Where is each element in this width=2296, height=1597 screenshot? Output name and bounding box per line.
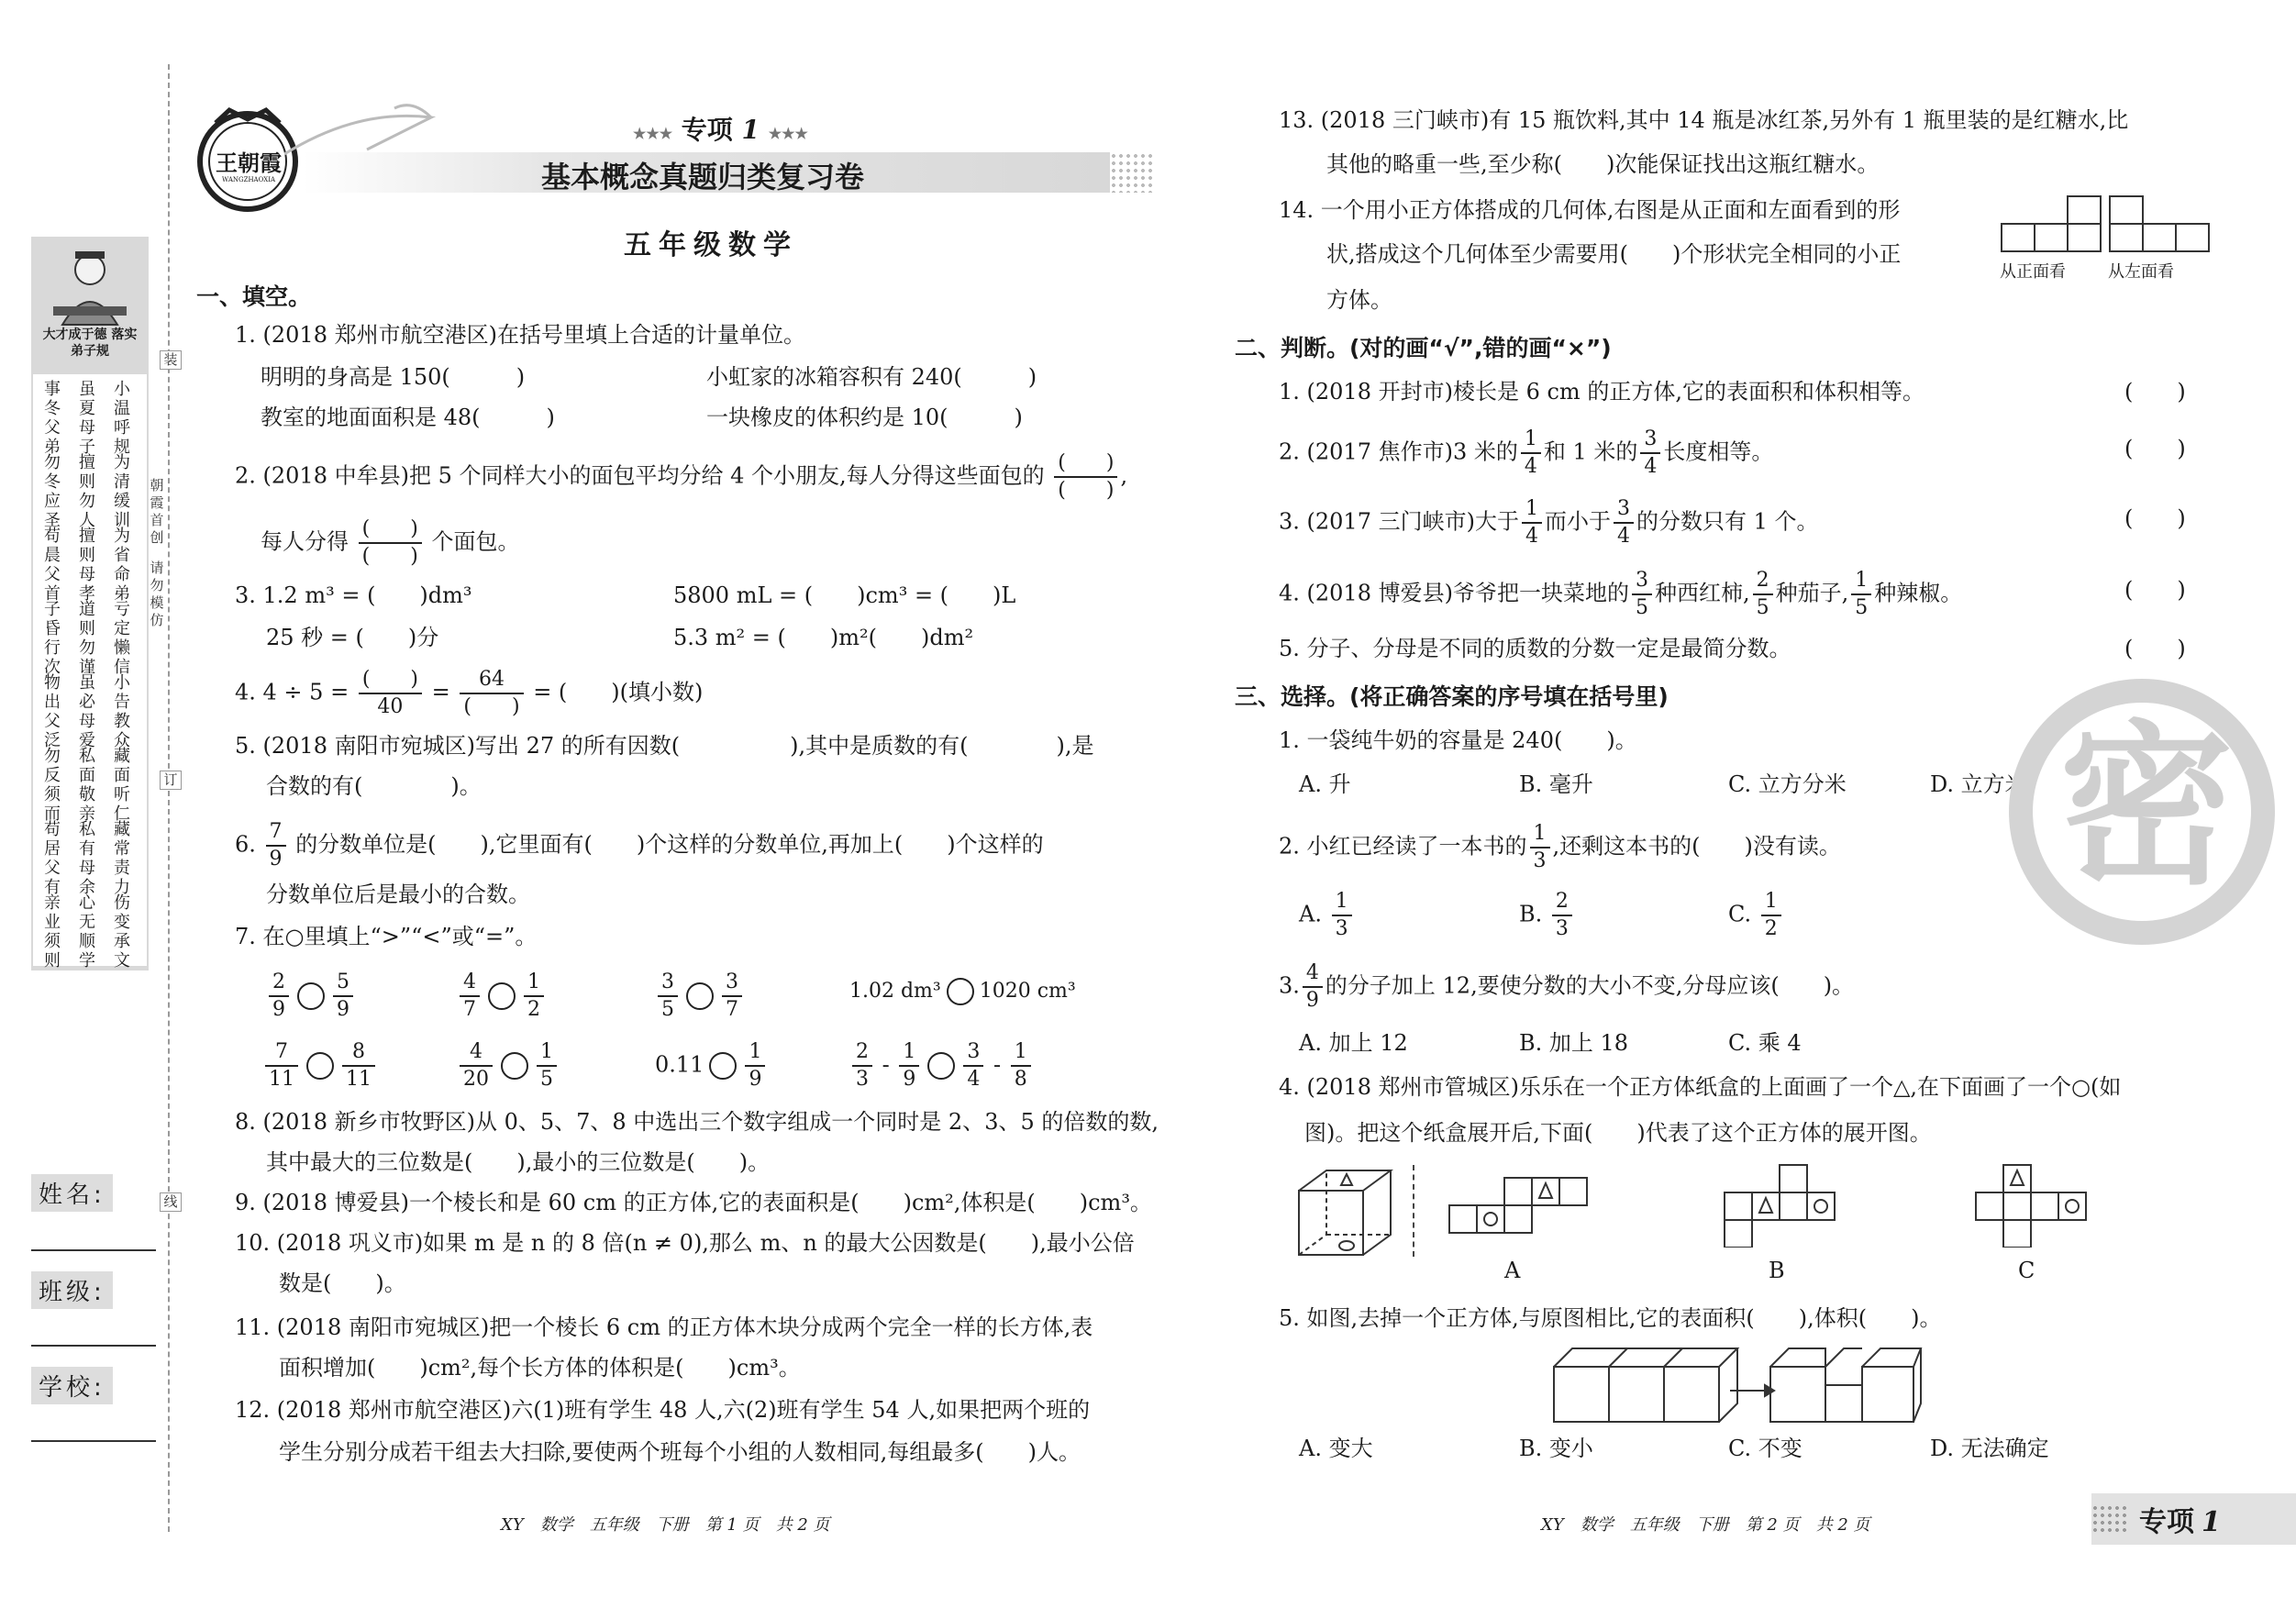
cube-figure	[1295, 1167, 1396, 1262]
q10-a: 10. (2018 巩义市)如果 m 是 n 的 8 倍(n ≠ 0),那么 m、n 的最大公因数是( ),最小公倍	[235, 1230, 1135, 1256]
poem-column: 勿冬应圣	[44, 453, 61, 530]
side-note-1: 朝霞首创	[150, 477, 164, 546]
q12-a: 12. (2018 郑州市航空港区)六(1)班有学生 48 人,六(2)班有学生 54 人,如果把两个班的	[235, 1397, 1091, 1423]
class-label: 班级:	[31, 1271, 113, 1309]
q7-r2c3: 0.11 $\frac{1}{9}$	[655, 1042, 768, 1090]
front-view-label: 从正面看	[2000, 262, 2066, 282]
series-text: 专项	[681, 115, 733, 145]
poem-column: 亲业须则	[44, 893, 61, 970]
q8-a: 8. (2018 新乡市牧野区)从 0、5、7、8 中选出三个数字组成一个同时是 2、3、5 的倍数的数,	[235, 1109, 1159, 1135]
school-line	[31, 1440, 156, 1442]
brand-name: 王朝霞	[216, 150, 282, 176]
q13-b: 其他的略重一些,至少称( )次能保证找出这瓶红糖水。	[1326, 151, 1880, 177]
compare-circle[interactable]	[488, 982, 516, 1010]
section1-title: 一、填空。	[196, 283, 312, 310]
school-label: 学校:	[31, 1367, 113, 1404]
q14-a: 14. 一个用小正方体搭成的几何体,右图是从正面和左面看到的形	[1279, 197, 1901, 223]
figure-divider	[1413, 1165, 1414, 1257]
c4-b: 图)。把这个纸盒展开后,下面( )代表了这个正方体的展开图。	[1304, 1120, 1932, 1146]
q1-c: 教室的地面面积是 48( )	[261, 405, 555, 430]
q8-b: 其中最大的三位数是( ),最小的三位数是( )。	[266, 1149, 771, 1175]
j5-bracket[interactable]: ( )	[2124, 636, 2186, 661]
poem-column: 道则勿谨	[79, 600, 95, 677]
c5-opt-a[interactable]: A. 变大	[1299, 1436, 1373, 1461]
q4-b: =	[431, 679, 450, 705]
poem-column: 为清缓训	[114, 453, 130, 530]
q6-b: 分数单位后是最小的合数。	[266, 882, 530, 907]
seal-character: 密	[2058, 705, 2234, 908]
c1-opt-d[interactable]: D. 立方米	[1930, 771, 2027, 797]
left-footer: XY 数学 五年级 下册 第 1 页 共 2 页	[501, 1515, 830, 1535]
title-main: 基本概念	[541, 160, 660, 194]
q7-r1c1: $\frac{2}{9}$ $\frac{5}{9}$	[266, 972, 356, 1020]
q14-b: 状,搭成这个几何体至少需要用( )个形状完全相同的小正	[1326, 241, 1902, 267]
q3-d: 5.3 m² = ( )m²( )dm²	[673, 625, 974, 650]
poem-column: 擅则母孝	[79, 527, 95, 604]
j4-bracket[interactable]: ( )	[2124, 577, 2186, 603]
q10-b: 数是( )。	[279, 1270, 406, 1296]
cuboid-figure	[1550, 1345, 1926, 1431]
stars-left: ★★★	[633, 125, 673, 142]
q1-b: 小虹家的冰箱容积有 240( )	[706, 364, 1037, 390]
side-note-2: 请勿模仿	[150, 560, 164, 628]
q7-r2c1: $\frac{7}{11}$ $\frac{8}{11}$	[262, 1042, 378, 1090]
q7: 7. 在○里填上“>”“<”或“=”。	[235, 924, 538, 949]
series-label	[633, 110, 808, 147]
j2-bracket[interactable]: ( )	[2124, 436, 2186, 461]
title-band-dots	[1110, 152, 1156, 193]
poem-column: 事冬父弟	[44, 380, 61, 457]
c5-opt-c[interactable]: C. 不变	[1728, 1436, 1802, 1461]
q11-b: 面积增加( )cm²,每个长方体的体积是( )cm³。	[279, 1355, 801, 1381]
compare-circle[interactable]	[947, 978, 974, 1005]
net-a	[1444, 1176, 1591, 1240]
q2-c: 个面包。	[431, 528, 520, 555]
binding-mark-3: 线	[160, 1192, 182, 1212]
poem-column: 亏定懒信	[114, 600, 130, 677]
q3-a: 3. 1.2 m³ = ( )dm³	[235, 582, 472, 608]
brand-en: WANGZHAOXIA	[221, 176, 276, 183]
series-number: 1	[741, 115, 760, 145]
c5: 5. 如图,去掉一个正方体,与原图相比,它的表面积( ),体积( )。	[1279, 1305, 1942, 1331]
stars-right: ★★★	[768, 125, 808, 142]
c5-opt-b[interactable]: B. 变小	[1519, 1436, 1593, 1461]
c2-opt-c[interactable]: C. $\frac{1}{2}$	[1728, 892, 1784, 939]
poem-column: 勿反须而	[44, 747, 61, 824]
j3: 3. (2017 三门峡市)大于 $\frac{1}{4}$ 而小于 $\frac{3}{4}$ 的分数只有 1 个。	[1279, 497, 1819, 548]
q7-r2c4: $\frac{2}{3}$ - $\frac{1}{9}$ $\frac{3}{4}$ - $\frac{1}{8}$	[849, 1042, 1034, 1090]
left-view-label: 从左面看	[2108, 262, 2174, 282]
q7-r1c2: $\frac{4}{7}$ $\frac{1}{2}$	[457, 972, 547, 1020]
c2-opt-b[interactable]: B. $\frac{2}{3}$	[1519, 892, 1575, 939]
poem-column: 藏面听仁	[114, 747, 130, 824]
q9: 9. (2018 博爱县)一个棱长和是 60 cm 的正方体,它的表面积是( )cm²,体积是( )cm³。	[235, 1190, 1152, 1215]
c4-a: 4. (2018 郑州市管城区)乐乐在一个正方体纸盒的上面画了一个△,在下面画了一个○(如	[1279, 1074, 2122, 1100]
subject-title: 五年级数学	[624, 229, 798, 261]
binding-mark-1: 装	[160, 350, 182, 370]
poem-column: 小告教众	[114, 673, 130, 750]
poem-column: 擅则勿人	[79, 453, 95, 530]
q4-frac-2: $\frac{64}{( )}$	[460, 670, 523, 717]
c3-opt-c[interactable]: C. 乘 4	[1728, 1030, 1802, 1056]
poem-column: 虽必母爱	[79, 673, 95, 750]
motto-panel	[31, 237, 149, 970]
motto-text: 大才成于德 落实弟子规	[42, 327, 138, 359]
q13-a: 13. (2018 三门峡市)有 15 瓶饮料,其中 14 瓶是冰红茶,另外有 1 瓶里装的是红糖水,比	[1279, 107, 2129, 133]
name-label: 姓名:	[31, 1174, 113, 1212]
q6-text: 的分数单位是( ),它里面有( )个这样的分数单位,再加上( )个这样的	[295, 831, 1044, 858]
c1-opt-b[interactable]: B. 毫升	[1519, 771, 1593, 797]
c3-opt-a[interactable]: A. 加上 12	[1299, 1030, 1408, 1056]
poem-column: 为省命弟	[114, 527, 130, 604]
section2-title: 二、判断。(对的画“√”,错的画“×”)	[1235, 335, 1612, 361]
front-view-figure	[2000, 194, 2102, 257]
j4: 4. (2018 博爱县)爷爷把一块菜地的 $\frac{3}{5}$ 种西红柿, $\frac{2}{5}$ 种茄子, $\frac{1}{5}$ 种辣椒。	[1279, 569, 1963, 619]
corner-label: 专项 1	[2139, 1506, 2221, 1538]
q6-num: 6.	[235, 831, 256, 858]
q6	[235, 822, 1044, 870]
q4	[235, 670, 703, 717]
compare-circle[interactable]	[297, 982, 325, 1010]
q2-frac-blank: $\frac{( )}{( )}$	[1054, 453, 1117, 501]
q2-b: 每人分得	[261, 528, 349, 555]
j5: 5. 分子、分母是不同的质数的分数一定是最简分数。	[1279, 636, 1791, 661]
binding-mark-2: 订	[160, 771, 182, 790]
j1: 1. (2018 开封市)棱长是 6 cm 的正方体,它的表面积和体积相等。	[1279, 379, 1924, 405]
page-title	[541, 154, 864, 196]
title-sub: 真题归类复习卷	[659, 160, 865, 194]
c3: 3. $\frac{4}{9}$ 的分子加上 12,要使分数的大小不变,分母应该( )。	[1279, 961, 1855, 1012]
net-b-label: B	[1769, 1258, 1785, 1283]
poem-column: 私有母余	[79, 820, 95, 897]
q6-frac: $\frac{7}{9}$	[266, 822, 286, 870]
net-b	[1721, 1163, 1840, 1251]
poem-column: 苟居父有	[44, 820, 61, 897]
compare-circle[interactable]	[709, 1052, 737, 1080]
j2: 2. (2017 焦作市)3 米的 $\frac{1}{4}$ 和 1 米的 $\frac{3}{4}$ 长度相等。	[1279, 427, 1774, 478]
q1-d: 一块橡皮的体积约是 10( )	[706, 405, 1023, 430]
c1: 1. 一袋纯牛奶的容量是 240( )。	[1279, 727, 1637, 753]
q2-line2	[261, 519, 519, 567]
name-line	[31, 1249, 156, 1251]
c1-opt-c[interactable]: C. 立方分米	[1728, 771, 1847, 797]
corner-dots	[2091, 1504, 2128, 1532]
right-footer: XY 数学 五年级 下册 第 2 页 共 2 页	[1541, 1515, 1870, 1535]
poem-column: 虽夏母子	[79, 380, 95, 457]
poem-column: 小温呼规	[114, 380, 130, 457]
q5-b: 合数的有( )。	[266, 773, 482, 799]
poem-column: 伤变承文	[114, 893, 130, 970]
poem-column: 苟晨父首	[44, 527, 61, 604]
c5-opt-d[interactable]: D. 无法确定	[1930, 1436, 2049, 1461]
compare-circle[interactable]	[686, 982, 714, 1010]
q2-text: 2. (2018 中牟县)把 5 个同样大小的面包平均分给 4 个小朋友,每人分得这些面包的	[235, 462, 1045, 489]
poem-column: 物出父泛	[44, 673, 61, 750]
c1-opt-a[interactable]: A. 升	[1299, 771, 1351, 797]
c2-opt-a[interactable]: A. $\frac{1}{3}$	[1299, 892, 1355, 939]
poem-column: 子昏行次	[44, 600, 61, 677]
q12-b: 学生分别分成若干组去大扫除,要使两个班每个小组的人数相同,每组最多( )人。	[279, 1439, 1081, 1465]
q4-frac-1: $\frac{( )}{40}$	[359, 670, 422, 717]
q11-a: 11. (2018 南阳市宛城区)把一个棱长 6 cm 的正方体木块分成两个完全一样的长方体,表	[235, 1314, 1093, 1340]
compare-circle[interactable]	[501, 1052, 528, 1080]
q7-r1c4: 1.02 dm³ 1020 cm³	[849, 976, 1076, 1007]
class-line	[31, 1345, 156, 1347]
left-view-figure	[2108, 194, 2211, 257]
q14-c: 方体。	[1326, 287, 1392, 313]
net-a-label: A	[1504, 1258, 1521, 1283]
poem-column: 心无顺学	[79, 893, 95, 970]
q5-a: 5. (2018 南阳市宛城区)写出 27 的所有因数( ),其中是质数的有( ),是	[235, 733, 1094, 759]
q1-a: 明明的身高是 150( )	[261, 364, 526, 390]
q2-frac-blank-2: $\frac{( )}{( )}$	[359, 519, 422, 567]
poem-block	[33, 374, 147, 970]
net-c	[1972, 1163, 2091, 1251]
q3-c: 25 秒 = ( )分	[266, 625, 439, 650]
c2: 2. 小红已经读了一本书的 $\frac{1}{3}$ ,还剩这本书的( )没有读。	[1279, 822, 1841, 872]
binding-line	[168, 64, 170, 1532]
poem-column: 私面敬亲	[79, 747, 95, 824]
compare-circle[interactable]	[927, 1052, 955, 1080]
q2: 2. (2018 中牟县)把 5 个同样大小的面包平均分给 4 个小朋友,每人分得这些面包的 $\frac{( )}{( )}$ ,	[235, 451, 1128, 502]
q7-r1c3: $\frac{3}{5}$ $\frac{3}{7}$	[655, 972, 745, 1020]
compare-circle[interactable]	[306, 1052, 334, 1080]
q1: 1. (2018 郑州市航空港区)在括号里填上合适的计量单位。	[235, 322, 805, 348]
c3-opt-b[interactable]: B. 加上 18	[1519, 1030, 1629, 1056]
j3-bracket[interactable]: ( )	[2124, 505, 2186, 531]
q7-r2c2: $\frac{4}{20}$ $\frac{1}{5}$	[457, 1042, 560, 1090]
net-c-label: C	[2018, 1258, 2035, 1283]
j1-bracket[interactable]: ( )	[2124, 379, 2186, 405]
q4-c: = ( )(填小数)	[533, 679, 704, 705]
section3-title: 三、选择。(将正确答案的序号填在括号里)	[1235, 683, 1669, 710]
scholar-figure	[44, 242, 136, 327]
q4-a: 4. 4 ÷ 5 =	[235, 679, 349, 705]
poem-column: 藏常责力	[114, 820, 130, 897]
q3-b: 5800 mL = ( )cm³ = ( )L	[673, 582, 1016, 608]
